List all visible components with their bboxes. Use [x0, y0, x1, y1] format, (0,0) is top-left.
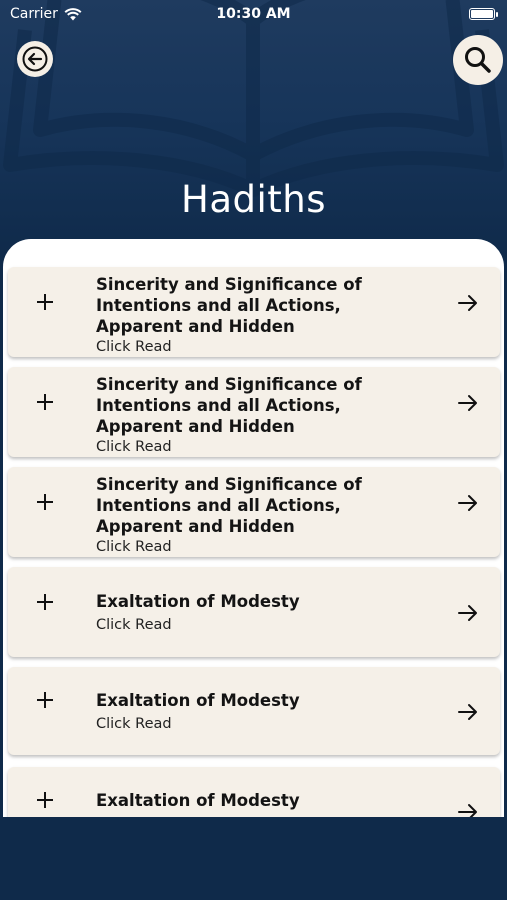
header-background [0, 0, 507, 260]
content-panel [3, 239, 504, 817]
plus-icon[interactable] [30, 287, 60, 317]
page-title: Hadiths [181, 178, 326, 221]
arrow-right-icon[interactable] [454, 289, 482, 317]
status-time: 10:30 AM [216, 6, 291, 22]
hadith-title: Sincerity and Significance of Intentions and all Actions, Apparent and Hidden [96, 375, 362, 436]
hadith-title: Exaltation of Modesty [96, 691, 300, 710]
arrow-right-icon[interactable] [454, 489, 482, 517]
plus-icon[interactable] [30, 785, 60, 815]
hadith-title: Exaltation of Modesty [96, 592, 300, 611]
hadith-card[interactable] [8, 667, 500, 755]
hadith-subtitle: Click Read [96, 439, 172, 455]
carrier-label: Carrier [10, 6, 58, 22]
hadith-card[interactable] [8, 267, 500, 357]
hadith-list [3, 239, 504, 817]
hadith-title: Exaltation of Modesty [96, 791, 300, 810]
hadith-text [96, 591, 430, 634]
bottom-area [0, 817, 507, 900]
hadith-text [96, 374, 430, 456]
hadith-subtitle: Click Read [96, 716, 172, 732]
hadith-card[interactable] [8, 567, 500, 657]
arrow-right-icon[interactable] [454, 698, 482, 726]
hadith-text [96, 474, 430, 556]
hadith-subtitle: Click Read [96, 539, 172, 555]
status-bar [0, 0, 507, 28]
search-icon [463, 45, 493, 75]
hadith-card[interactable] [8, 367, 500, 457]
back-button[interactable] [17, 41, 53, 77]
search-button[interactable] [453, 35, 503, 85]
hadith-subtitle: Click Read [96, 617, 172, 633]
hadith-title: Sincerity and Significance of Intentions and all Actions, Apparent and Hidden [96, 475, 362, 536]
battery-icon [469, 8, 495, 20]
hadith-card[interactable] [8, 467, 500, 557]
hadith-subtitle: Click Read [96, 339, 172, 355]
hadith-text [96, 690, 430, 733]
plus-icon[interactable] [30, 685, 60, 715]
plus-icon[interactable] [30, 587, 60, 617]
arrow-left-icon [22, 46, 48, 72]
plus-icon[interactable] [30, 487, 60, 517]
hadith-title: Sincerity and Significance of Intentions and all Actions, Apparent and Hidden [96, 275, 362, 336]
arrow-right-icon[interactable] [454, 599, 482, 627]
plus-icon[interactable] [30, 387, 60, 417]
hadith-text [96, 274, 430, 356]
arrow-right-icon[interactable] [454, 389, 482, 417]
